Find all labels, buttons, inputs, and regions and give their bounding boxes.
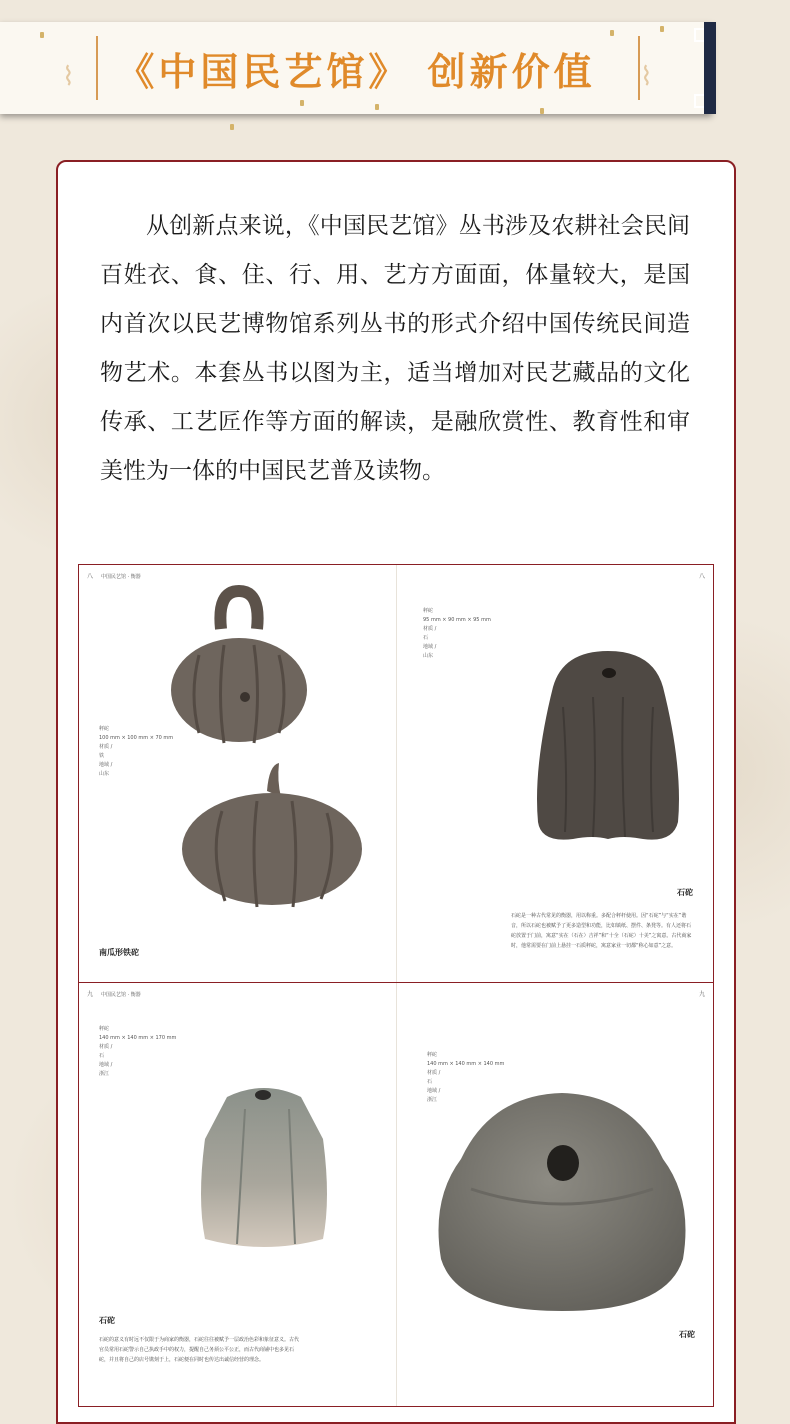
stone-weight-photo <box>523 647 693 845</box>
left-page-header: 中国民艺馆 · 衡器 <box>101 992 141 998</box>
spread-gutter <box>396 983 397 1406</box>
left-artifact-caption: 石砣 <box>99 1315 115 1325</box>
right-page-mark: 八 <box>698 573 705 580</box>
banner-right-ornament-icon: ⌇ <box>640 62 653 92</box>
book-spread-2 <box>78 982 714 1407</box>
spread-gutter <box>396 565 397 983</box>
round-stone-weight-photo <box>431 1089 693 1313</box>
right-artifact-meta: 秤砣 95 mm × 90 mm × 95 mm 材质 / 石 地域 / 山东 <box>423 608 491 659</box>
left-artifact-description: 石砣的意义有时远不仅限于为商家的衡器，石砣往往被赋予一层政治色彩和象征意义。古代官员常用石砣警示自己执政手中的权力，提醒自己务须公平公正，而古代商铺中也多见石砣，并且将自己的店号镌刻于上，石砣便在同时也传达出诚信经营的理念。 <box>99 1337 300 1363</box>
left-page-header: 中国民艺馆 · 衡器 <box>101 574 141 580</box>
square-stone-weight-photo <box>197 1079 331 1255</box>
left-artifact-meta: 秤砣 100 mm × 100 mm × 70 mm 材质 / 铁 地域 / 山东 <box>99 726 174 777</box>
left-page-mark: 九 <box>87 991 94 998</box>
left-artifact-caption: 南瓜形铁砣 <box>99 947 139 957</box>
iron-weight-photo-bottom <box>177 761 367 911</box>
book-spread-1 <box>78 564 714 984</box>
intro-paragraph: 从创新点来说，《中国民艺馆》丛书涉及农耕社会民间百姓衣、食、住、行、用、艺方方面面，体量较大，是国内首次以民艺博物馆系列丛书的形式介绍中国传统民间造物艺术。本套丛书以图为主，适当增加对民艺藏品的文化传承、工艺匠作等方面的解读，是融欣赏性、教育性和审美性为一体的中国民艺普及读物。 <box>100 213 690 484</box>
banner-title: 《中国民艺馆》 创新价值 <box>116 48 596 94</box>
iron-weight-photo-top <box>169 585 309 755</box>
title-banner <box>0 22 712 114</box>
left-page-mark: 八 <box>87 573 94 580</box>
banner-left-ornament-icon: ⌇ <box>62 62 75 92</box>
right-page-mark: 九 <box>698 991 705 998</box>
left-artifact-meta: 秤砣 140 mm × 140 mm × 170 mm 材质 / 石 地域 / 浙江 <box>99 1026 177 1077</box>
right-artifact-caption: 石砣 <box>677 887 693 897</box>
right-artifact-meta: 秤砣 140 mm × 140 mm × 140 mm 材质 / 石 地域 / 浙江 <box>427 1052 505 1103</box>
right-artifact-caption: 石砣 <box>679 1329 695 1339</box>
right-artifact-description: 石砣是一种古代常见的衡器，用以称重。多配合秤杆使用。因“石砣”与“实在”谐音，所以石砣也被赋予了更多造型和功能，比如镇纸、摆件、条凳等。有人还将石砣放置于门前，寓意“实在（石在）吉祥”和“十全（石砣）十美”之寓意。古代商家时，他常需要在门前上悬挂一石质秤砣，寓意家业一切都“称心如意”之意。 <box>511 913 692 949</box>
